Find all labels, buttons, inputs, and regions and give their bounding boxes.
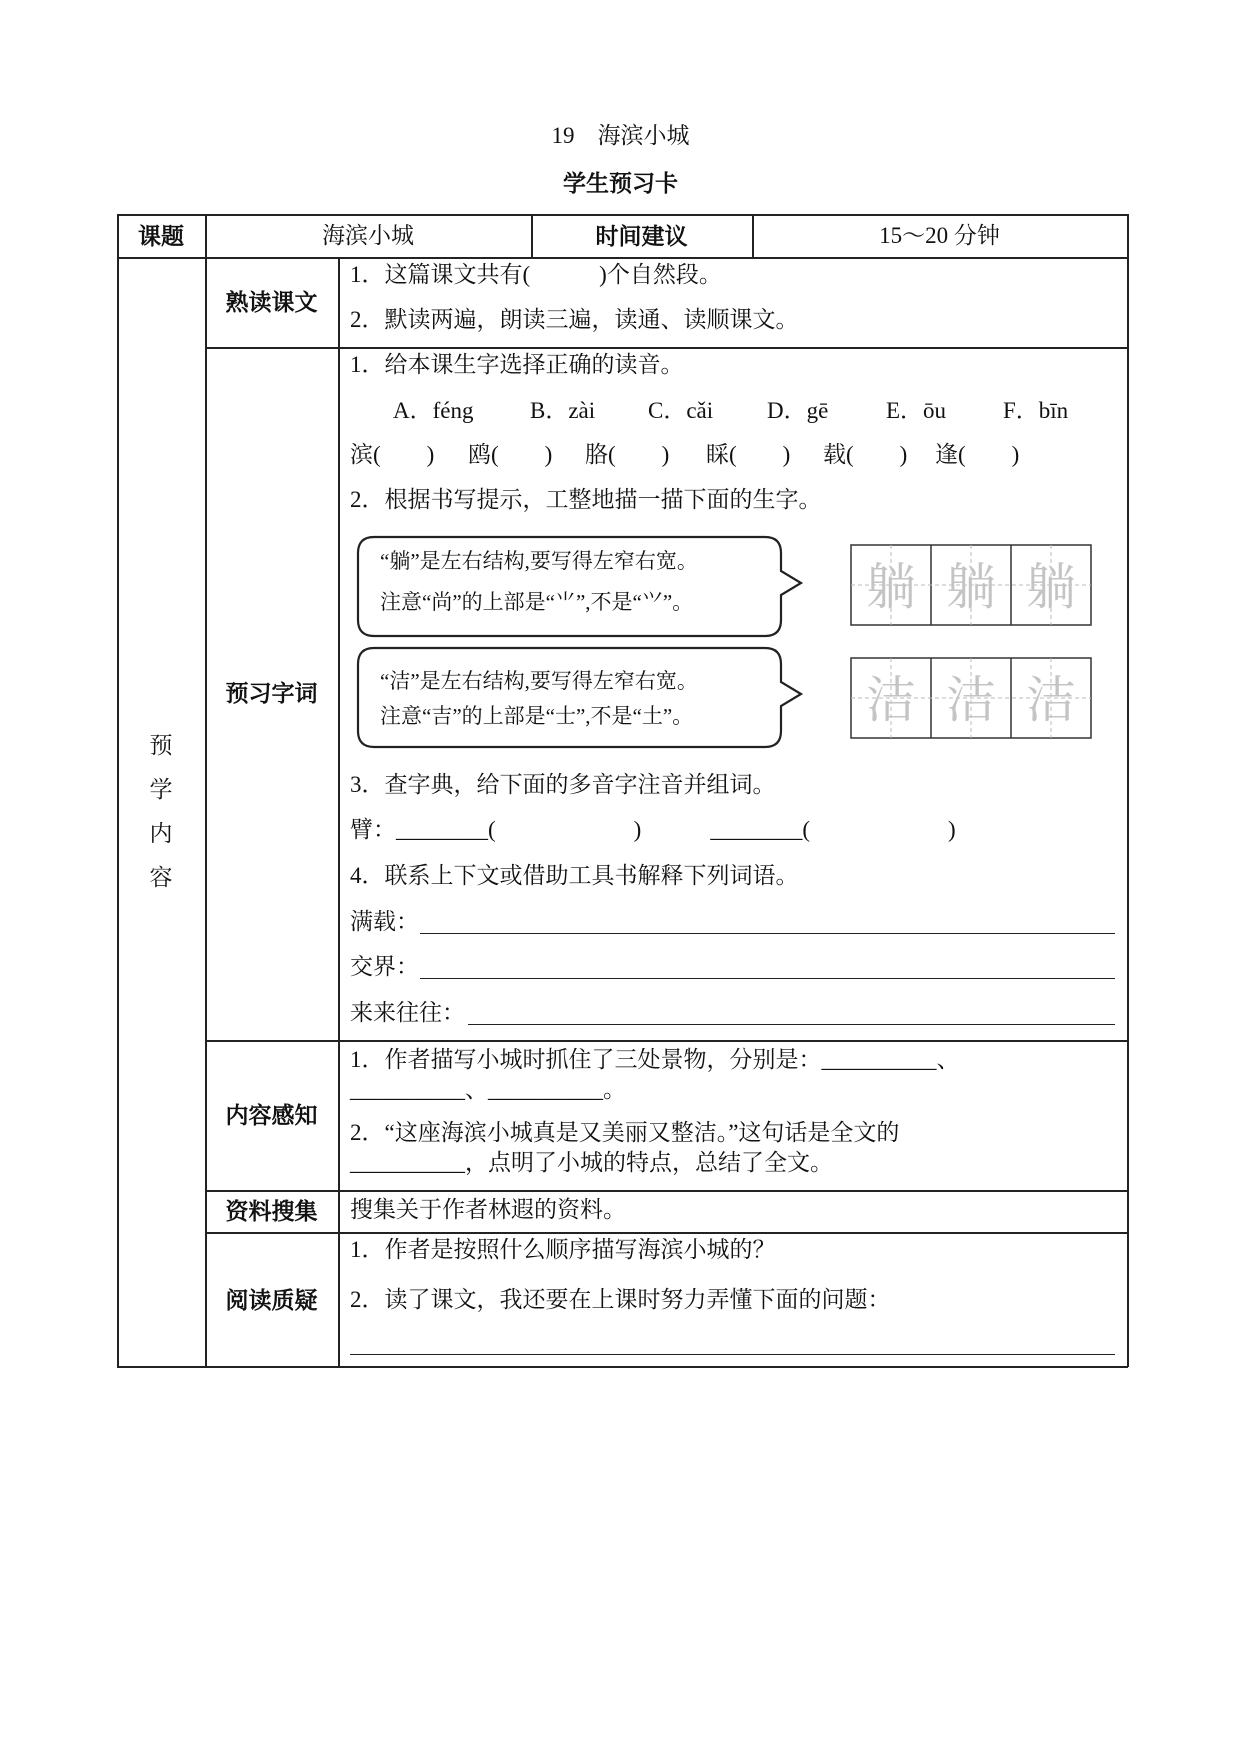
table-border-bottom xyxy=(117,1366,1128,1368)
char-blank: 鸥( ) xyxy=(468,442,553,467)
card-subtitle: 学生预习卡 xyxy=(563,170,678,196)
words-question-3: 3．查字典，给下面的多音字注音并组词。 xyxy=(350,772,776,797)
column-divider xyxy=(338,257,340,1367)
lesson-title: 19 海滨小城 xyxy=(551,123,690,148)
pinyin-option: F．bīn xyxy=(1003,398,1069,423)
char-blank: 载( ) xyxy=(823,442,908,467)
char-blank: 胳( ) xyxy=(585,442,670,467)
trace-char: 洁 xyxy=(946,672,996,728)
question-item: 1．作者是按照什么顺序描写海滨小城的？ xyxy=(350,1237,776,1262)
trace-char: 躺 xyxy=(866,559,916,615)
char-blank: 滨( ) xyxy=(350,442,435,467)
speech-bubble xyxy=(356,646,806,752)
row-divider xyxy=(205,1190,1128,1192)
answer-line xyxy=(420,933,1115,934)
row-divider xyxy=(205,347,1128,349)
words-question-2: 2．根据书写提示，工整地描一描下面的生字。 xyxy=(350,487,822,512)
section-label-char: 学 xyxy=(149,776,173,802)
pinyin-option: C．cǎi xyxy=(648,398,714,423)
pinyin-option: A．féng xyxy=(393,398,474,423)
time-label: 时间建议 xyxy=(595,223,688,249)
table-border-right xyxy=(1127,214,1129,1367)
char-blank: 逢( ) xyxy=(935,442,1020,467)
column-divider xyxy=(205,214,207,1367)
tip-line: 注意“尚”的上部是“⺌”,不是“⺍”。 xyxy=(380,590,694,614)
pinyin-option: D．gē xyxy=(767,398,829,423)
question-item: 2．读了课文，我还要在上课时努力弄懂下面的问题： xyxy=(350,1287,891,1312)
row-label-words: 预习字词 xyxy=(225,680,318,706)
row-label-research: 资料搜集 xyxy=(225,1198,318,1224)
trace-char: 躺 xyxy=(1026,559,1076,615)
term-label: 来来往往： xyxy=(350,1000,465,1025)
topic-value: 海滨小城 xyxy=(322,223,414,248)
term-label: 交界： xyxy=(350,954,419,979)
trace-char: 洁 xyxy=(866,672,916,728)
comprehension-line: 1．作者描写小城时抓住了三处景物，分别是：__________、 xyxy=(350,1047,960,1072)
answer-line xyxy=(350,1354,1115,1355)
time-value: 15～20 分钟 xyxy=(879,223,1000,248)
words-question-1: 1．给本课生字选择正确的读音。 xyxy=(350,352,684,377)
row-label-comprehension: 内容感知 xyxy=(225,1102,318,1128)
answer-line xyxy=(468,1024,1115,1025)
row-label-questions: 阅读质疑 xyxy=(225,1287,318,1313)
row-label-reading: 熟读课文 xyxy=(225,289,318,315)
row-divider xyxy=(205,1232,1128,1234)
trace-char: 躺 xyxy=(946,559,996,615)
comprehension-line: 2．“这座海滨小城真是又美丽又整洁。”这句话是全文的 xyxy=(350,1120,900,1145)
trace-grid xyxy=(850,657,1094,741)
polyphone-blank: 臂：________( ) ________( ) xyxy=(350,817,956,842)
reading-item: 1．这篇课文共有( )个自然段。 xyxy=(350,262,722,287)
comprehension-line: __________、__________。 xyxy=(350,1077,626,1102)
tip-line: “躺”是左右结构,要写得左窄右宽。 xyxy=(380,549,698,573)
section-label-char: 容 xyxy=(149,864,173,890)
section-label-char: 内 xyxy=(149,820,173,846)
row-divider xyxy=(205,1040,1128,1042)
char-blank: 睬( ) xyxy=(706,442,791,467)
answer-line xyxy=(420,978,1115,979)
words-question-4: 4．联系上下文或借助工具书解释下列词语。 xyxy=(350,863,799,888)
tip-line: “洁”是左右结构,要写得左窄右宽。 xyxy=(380,669,698,693)
pinyin-option: E．ōu xyxy=(886,398,947,423)
section-label-char: 预 xyxy=(149,732,173,758)
comprehension-line: __________，点明了小城的特点，总结了全文。 xyxy=(350,1150,833,1175)
trace-char: 洁 xyxy=(1026,672,1076,728)
term-label: 满载： xyxy=(350,909,419,934)
reading-item: 2．默读两遍，朗读三遍，读通、读顺课文。 xyxy=(350,307,799,332)
topic-label: 课题 xyxy=(138,223,184,249)
trace-grid xyxy=(850,544,1094,628)
research-text: 搜集关于作者林遐的资料。 xyxy=(350,1197,626,1222)
header-divider xyxy=(117,257,1128,259)
tip-line: 注意“吉”的上部是“士”,不是“土”。 xyxy=(380,704,694,728)
pinyin-option: B．zài xyxy=(530,398,596,423)
table-border-top xyxy=(117,214,1128,216)
